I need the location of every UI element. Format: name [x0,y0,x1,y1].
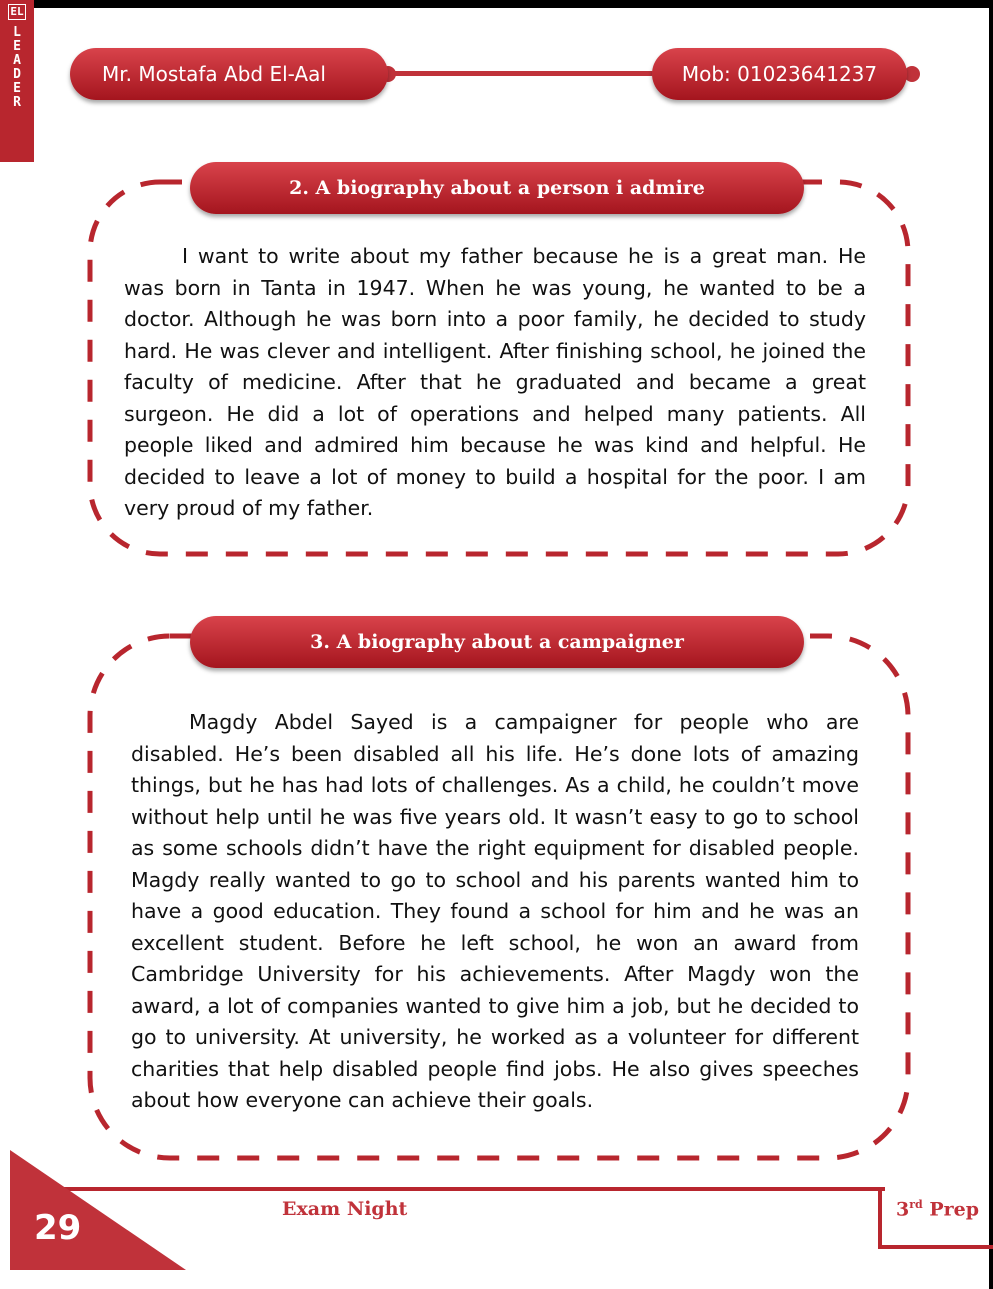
side-tab-letter: E [13,81,21,96]
grade-number: 3 [896,1198,910,1221]
side-tab-letter: E [13,39,21,54]
grade-suffix: rd [909,1198,923,1211]
side-tab-letter: R [13,95,21,110]
footer-exam-night: Exam Night [282,1198,408,1220]
side-tab-letter: D [13,67,21,82]
footer-grade [896,1198,979,1220]
side-tab-letter: L [13,25,21,40]
section-3-text [131,707,859,1117]
teacher-name-banner: Mr. Mostafa Abd El-Aal [70,48,388,100]
page-number: 29 [34,1208,82,1248]
side-tab-el: EL [10,5,24,18]
section-2-title: 2. A biography about a person i admire [190,162,804,214]
section-2-text [124,241,866,525]
section-3-paragraph: Magdy Abdel Sayed is a campaigner for people who are disabled. He’s been disabled all his life. He’s done lots of amazing things, but he has had lots of challenges. As a child, he couldn’t move without help until he was five years old. It wasn’t easy to go to school as some schools didn’t have the right equipment for disabled people. Magdy really wanted to go to school and his parents wanted him to have a good education. They found a school for him and he was an excellent student. Before he left school, he won an award from Cambridge University for his achievements. After Magdy won the award, a lot of companies wanted to give him a job, but he decided to go to university. At university, he worked as a volunteer for different charities that help disabled people find jobs. He also gives speeches about how everyone can achieve their goals. [131,710,859,1112]
top-border [0,0,993,8]
header-connector-line [384,71,654,76]
section-2-paragraph: I want to write about my father because he is a great man. He was born in Tanta in 1947. When he was young, he wanted to be a doctor. Although he was born into a poor family, he decided to study hard. He was clever and intelligent. After finishing school, he joined the faculty of medicine. After that he graduated and became a great surgeon. He did a lot of operations and helped many patients. All people liked and admired him because he was kind and helpful. He decided to leave a lot of money to build a hospital for the poor. I am very proud of my father. [124,244,866,520]
grade-label: Prep [929,1198,980,1221]
side-tab-el-leader [0,0,34,162]
side-tab-letter: A [13,53,21,68]
right-border [989,0,993,1289]
section-3-title: 3. A biography about a campaigner [190,616,804,668]
mobile-number-banner: Mob: 01023641237 [652,48,907,100]
